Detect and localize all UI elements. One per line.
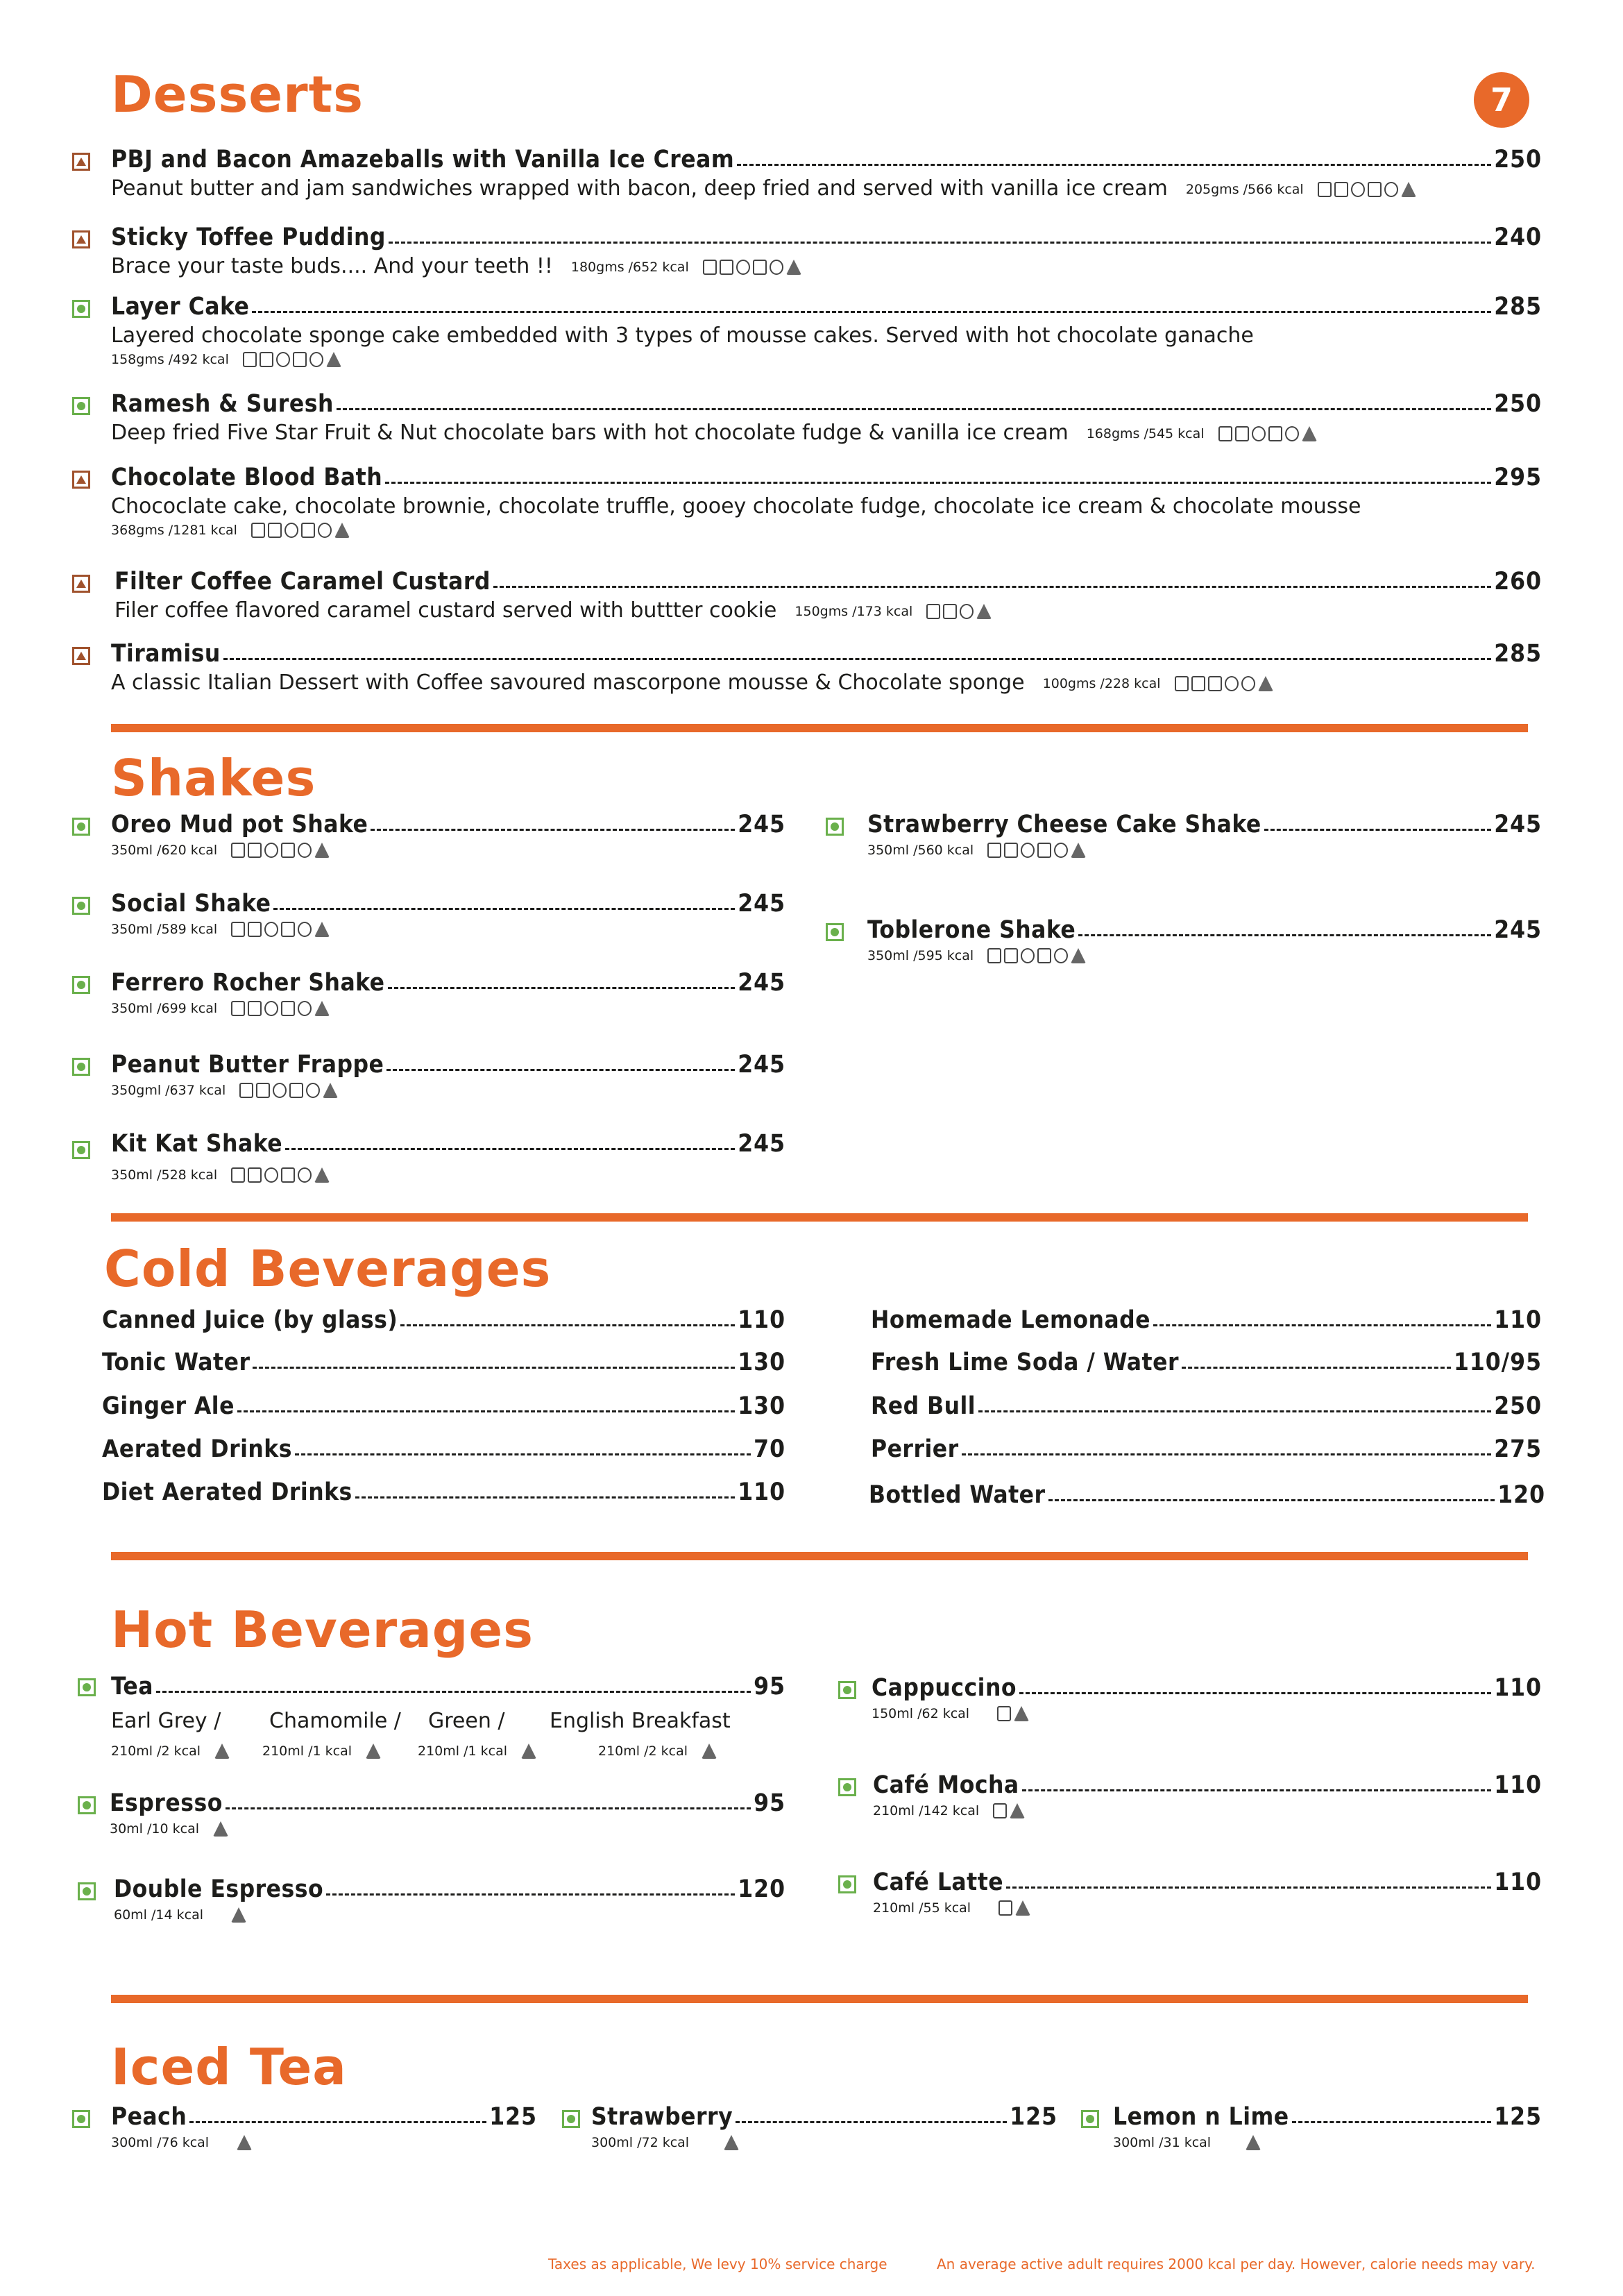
sugar-icon bbox=[231, 1907, 246, 1923]
sugar-icon bbox=[976, 604, 992, 619]
veg-icon bbox=[838, 1681, 856, 1699]
item-price: 110 bbox=[1494, 1771, 1542, 1799]
tea-variant: Green / bbox=[428, 1709, 505, 1733]
item-price: 130 bbox=[738, 1392, 785, 1420]
item-name: Peanut Butter Frappe bbox=[111, 1051, 384, 1079]
item-price: 110/95 bbox=[1453, 1349, 1542, 1376]
nut-icon bbox=[1037, 948, 1051, 963]
veg-icon bbox=[78, 1678, 96, 1696]
veg-icon bbox=[72, 1058, 90, 1076]
item-name: PBJ and Bacon Amazeballs with Vanilla Ice Cream bbox=[111, 146, 735, 174]
item-price: 245 bbox=[738, 811, 785, 838]
soy-icon bbox=[1241, 676, 1255, 691]
item-price: 110 bbox=[1494, 1868, 1542, 1896]
menu-item bbox=[111, 146, 1542, 201]
section-divider bbox=[111, 1995, 1528, 2003]
veg-icon bbox=[78, 1882, 96, 1900]
item-name: Diet Aerated Drinks bbox=[102, 1478, 352, 1506]
sugar-icon bbox=[326, 352, 341, 367]
item-price: 295 bbox=[1494, 464, 1542, 491]
menu-item bbox=[111, 464, 1542, 538]
sugar-icon bbox=[1246, 2135, 1261, 2150]
egg-icon bbox=[960, 604, 974, 619]
item-name: Strawberry Cheese Cake Shake bbox=[867, 811, 1261, 838]
wheat-icon bbox=[243, 352, 257, 367]
milk-icon bbox=[248, 843, 262, 858]
egg-icon bbox=[1225, 676, 1239, 691]
menu-item bbox=[110, 1789, 785, 1837]
egg-icon bbox=[1054, 843, 1068, 858]
menu-item bbox=[591, 2103, 1057, 2150]
item-price: 110 bbox=[738, 1306, 785, 1334]
item-name: Perrier bbox=[871, 1435, 959, 1463]
item-name: Cappuccino bbox=[872, 1674, 1017, 1702]
menu-item bbox=[111, 811, 785, 858]
wheat-icon bbox=[1318, 182, 1332, 197]
wheat-icon bbox=[1175, 676, 1189, 691]
menu-item bbox=[102, 1349, 785, 1376]
sugar-icon bbox=[323, 1083, 338, 1098]
item-name: Canned Juice (by glass) bbox=[102, 1306, 398, 1334]
item-name: Toblerone Shake bbox=[867, 916, 1076, 944]
nut-icon bbox=[1037, 843, 1051, 858]
item-name: Double Espresso bbox=[114, 1875, 324, 1903]
sugar-icon bbox=[1015, 1900, 1030, 1916]
menu-item bbox=[872, 1674, 1542, 1721]
wheat-icon bbox=[1218, 426, 1232, 441]
tea-variant: Chamomile / bbox=[269, 1709, 401, 1733]
item-price: 245 bbox=[738, 969, 785, 997]
sugar-icon bbox=[724, 2135, 739, 2150]
item-meta: 210ml /55 kcal bbox=[873, 1900, 971, 1916]
item-name: Homemade Lemonade bbox=[871, 1306, 1151, 1334]
item-description: Chococlate cake, chocolate brownie, chocolate truffle, gooey chocolate fudge, chocolate ice cream & chocolate mousse bbox=[111, 494, 1361, 518]
tea-variant: English Breakfast bbox=[550, 1709, 731, 1733]
egg-icon bbox=[1285, 426, 1299, 441]
soy-icon bbox=[1252, 426, 1266, 441]
egg-icon bbox=[298, 843, 312, 858]
menu-item bbox=[114, 568, 1542, 623]
item-price: 245 bbox=[738, 1051, 785, 1079]
milk-icon bbox=[993, 1803, 1007, 1818]
veg-icon bbox=[826, 818, 844, 836]
milk-icon bbox=[1004, 948, 1018, 963]
item-name: Bottled Water bbox=[869, 1481, 1046, 1509]
menu-item bbox=[111, 1051, 785, 1098]
nut-icon bbox=[289, 1083, 303, 1098]
wheat-icon bbox=[231, 1167, 245, 1183]
soy-icon bbox=[273, 1083, 287, 1098]
item-description: A classic Italian Dessert with Coffee savoured mascorpone mousse & Chocolate sponge 100gms /228 kcal bbox=[111, 670, 1542, 695]
item-description: Brace your taste buds.... And your teeth !! 180gms /652 kcal bbox=[111, 254, 1542, 278]
sugar-icon bbox=[334, 523, 350, 538]
item-price: 250 bbox=[1494, 390, 1542, 418]
item-price: 125 bbox=[489, 2103, 537, 2131]
menu-item bbox=[111, 2103, 537, 2150]
soy-icon bbox=[264, 922, 278, 937]
item-name: Espresso bbox=[110, 1789, 223, 1817]
item-price: 245 bbox=[738, 890, 785, 918]
item-name: Café Latte bbox=[873, 1868, 1004, 1896]
item-price: 110 bbox=[1494, 1674, 1542, 1702]
veg-icon bbox=[72, 1141, 90, 1159]
item-price: 110 bbox=[1494, 1306, 1542, 1334]
egg-icon bbox=[770, 260, 783, 275]
item-price: 245 bbox=[1494, 916, 1542, 944]
iced-tea-title: Iced Tea bbox=[111, 2038, 347, 2096]
sugar-icon bbox=[1010, 1803, 1025, 1818]
menu-item bbox=[111, 293, 1542, 367]
item-meta: 100gms /228 kcal bbox=[1042, 675, 1161, 691]
nonveg-icon bbox=[72, 575, 90, 593]
item-price: 120 bbox=[738, 1875, 785, 1903]
item-price: 275 bbox=[1494, 1435, 1542, 1463]
item-meta: 300ml /31 kcal bbox=[1113, 2135, 1212, 2150]
item-meta: 300ml /72 kcal bbox=[591, 2135, 690, 2150]
egg-icon bbox=[1384, 182, 1398, 197]
item-meta: 350ml /589 kcal bbox=[111, 922, 218, 937]
wheat-icon bbox=[231, 922, 245, 937]
soy-icon bbox=[736, 260, 750, 275]
soy-icon bbox=[1351, 182, 1365, 197]
soy-icon bbox=[264, 1167, 278, 1183]
sugar-icon bbox=[213, 1821, 228, 1837]
veg-icon bbox=[72, 897, 90, 915]
item-name: Ramesh & Suresh bbox=[111, 390, 334, 418]
nut-icon bbox=[281, 843, 295, 858]
egg-icon bbox=[306, 1083, 320, 1098]
item-description: Peanut butter and jam sandwiches wrapped with bacon, deep fried and served with vanilla ice cream 205gms /566 kcal bbox=[111, 176, 1542, 201]
nut-icon bbox=[293, 352, 307, 367]
sugar-icon bbox=[521, 1744, 536, 1759]
item-meta: 210ml /2 kcal bbox=[111, 1744, 201, 1759]
footer-kcal-note: An average active adult requires 2000 kcal per day. However, calorie needs may vary. bbox=[937, 2256, 1536, 2272]
menu-item bbox=[111, 223, 1542, 278]
item-name: Ginger Ale bbox=[102, 1392, 235, 1420]
item-name: Aerated Drinks bbox=[102, 1435, 292, 1463]
item-name: Tonic Water bbox=[102, 1349, 250, 1376]
cold-beverages-title: Cold Beverages bbox=[104, 1240, 552, 1298]
sugar-icon bbox=[314, 1001, 330, 1016]
milk-icon bbox=[720, 260, 733, 275]
sugar-icon bbox=[1071, 948, 1086, 963]
veg-icon bbox=[72, 300, 90, 318]
wheat-icon bbox=[987, 948, 1001, 963]
item-name: Fresh Lime Soda / Water bbox=[871, 1349, 1179, 1376]
veg-icon bbox=[72, 818, 90, 836]
item-name: Kit Kat Shake bbox=[111, 1130, 283, 1158]
item-meta: 350ml /560 kcal bbox=[867, 843, 974, 858]
veg-icon bbox=[72, 397, 90, 415]
menu-item bbox=[111, 890, 785, 937]
nut-icon bbox=[1268, 426, 1282, 441]
soy-icon bbox=[284, 523, 298, 538]
item-price: 285 bbox=[1494, 640, 1542, 668]
soy-icon bbox=[1021, 948, 1035, 963]
menu-item bbox=[102, 1392, 785, 1420]
wheat-icon bbox=[703, 260, 717, 275]
sugar-icon bbox=[1014, 1706, 1029, 1721]
veg-icon bbox=[72, 976, 90, 994]
veg-icon bbox=[78, 1796, 96, 1814]
menu-item bbox=[114, 1875, 785, 1923]
menu-item bbox=[111, 640, 1542, 695]
item-meta: 350ml /620 kcal bbox=[111, 843, 218, 858]
menu-item bbox=[871, 1349, 1542, 1376]
nonveg-icon bbox=[72, 230, 90, 248]
nonveg-icon bbox=[72, 471, 90, 489]
item-price: 285 bbox=[1494, 293, 1542, 321]
menu-item bbox=[111, 969, 785, 1016]
sugar-icon bbox=[314, 843, 330, 858]
nut-icon bbox=[281, 1001, 295, 1016]
desserts-title: Desserts bbox=[111, 65, 364, 124]
item-meta: 168gms /545 kcal bbox=[1086, 425, 1205, 441]
sugar-icon bbox=[1302, 426, 1317, 441]
milk-icon bbox=[1334, 182, 1348, 197]
item-name: Ferrero Rocher Shake bbox=[111, 969, 385, 997]
menu-item bbox=[111, 1673, 785, 1700]
item-price: 245 bbox=[1494, 811, 1542, 838]
menu-item bbox=[102, 1306, 785, 1334]
soy-icon bbox=[276, 352, 290, 367]
page-number: 7 bbox=[1474, 72, 1529, 128]
milk-icon bbox=[268, 523, 282, 538]
item-name: Café Mocha bbox=[873, 1771, 1019, 1799]
wheat-icon bbox=[239, 1083, 253, 1098]
egg-icon bbox=[298, 922, 312, 937]
menu-item bbox=[871, 1392, 1542, 1420]
item-price: 95 bbox=[754, 1789, 785, 1817]
item-description: Filer coffee flavored caramel custard served with buttter cookie 150gms /173 kcal bbox=[114, 598, 1542, 623]
menu-item bbox=[873, 1771, 1542, 1818]
milk-icon bbox=[248, 1167, 262, 1183]
item-name: Strawberry bbox=[591, 2103, 733, 2131]
item-meta: 205gms /566 kcal bbox=[1185, 181, 1304, 197]
wheat-icon bbox=[926, 604, 940, 619]
milk-icon bbox=[248, 1001, 262, 1016]
menu-item bbox=[869, 1481, 1545, 1509]
egg-icon bbox=[1054, 948, 1068, 963]
menu-item bbox=[102, 1435, 785, 1463]
soy-icon bbox=[264, 843, 278, 858]
wheat-icon bbox=[231, 843, 245, 858]
item-name: Peach bbox=[111, 2103, 187, 2131]
egg-icon bbox=[318, 523, 332, 538]
item-meta: 300ml /76 kcal bbox=[111, 2135, 210, 2150]
item-name: Sticky Toffee Pudding bbox=[111, 223, 386, 251]
item-price: 250 bbox=[1494, 1392, 1542, 1420]
item-price: 95 bbox=[754, 1673, 785, 1700]
soy-icon bbox=[264, 1001, 278, 1016]
item-meta: 350ml /528 kcal bbox=[111, 1167, 218, 1183]
sugar-icon bbox=[314, 1167, 330, 1183]
milk-icon bbox=[260, 352, 273, 367]
item-meta: 210ml /2 kcal bbox=[598, 1744, 688, 1759]
item-description: Deep fried Five Star Fruit & Nut chocolate bars with hot chocolate fudge & vanilla ice cream 168gms /545 kcal bbox=[111, 421, 1542, 445]
section-divider bbox=[111, 1213, 1528, 1222]
item-price: 125 bbox=[1494, 2103, 1542, 2131]
menu-item bbox=[871, 1306, 1542, 1334]
hot-beverages-title: Hot Beverages bbox=[111, 1601, 534, 1659]
item-meta: 150gms /173 kcal bbox=[794, 603, 913, 619]
footer-tax-note: Taxes as applicable, We levy 10% service charge bbox=[548, 2256, 887, 2272]
item-name: Chocolate Blood Bath bbox=[111, 464, 383, 491]
veg-icon bbox=[838, 1875, 856, 1893]
milk-icon bbox=[248, 922, 262, 937]
item-meta: 180gms /652 kcal bbox=[570, 259, 689, 275]
menu-item bbox=[102, 1478, 785, 1506]
menu-item bbox=[871, 1435, 1542, 1463]
sugar-icon bbox=[702, 1744, 717, 1759]
soy-icon bbox=[1021, 843, 1035, 858]
section-divider bbox=[111, 1552, 1528, 1560]
nut-icon bbox=[301, 523, 315, 538]
item-meta: 350ml /595 kcal bbox=[867, 948, 974, 963]
item-meta: 150ml /62 kcal bbox=[872, 1706, 970, 1721]
milk-icon bbox=[1191, 676, 1205, 691]
milk-icon bbox=[997, 1706, 1011, 1721]
item-price: 70 bbox=[754, 1435, 785, 1463]
item-price: 240 bbox=[1494, 223, 1542, 251]
milk-icon bbox=[943, 604, 957, 619]
sugar-icon bbox=[1258, 676, 1273, 691]
item-meta: 350ml /699 kcal bbox=[111, 1001, 218, 1016]
item-name: Tiramisu bbox=[111, 640, 221, 668]
sugar-icon bbox=[1071, 843, 1086, 858]
item-name: Lemon n Lime bbox=[1113, 2103, 1289, 2131]
egg-icon bbox=[309, 352, 323, 367]
item-name: Social Shake bbox=[111, 890, 271, 918]
item-name: Oreo Mud pot Shake bbox=[111, 811, 368, 838]
nut-icon bbox=[1208, 676, 1222, 691]
menu-item bbox=[111, 390, 1542, 445]
item-price: 245 bbox=[738, 1130, 785, 1158]
menu-item bbox=[111, 1130, 785, 1183]
nut-icon bbox=[281, 1167, 295, 1183]
item-description: Layered chocolate sponge cake embedded with 3 types of mousse cakes. Served with hot chocolate ganache bbox=[111, 323, 1254, 348]
wheat-icon bbox=[251, 523, 265, 538]
tea-variant: Earl Grey / bbox=[111, 1709, 221, 1733]
item-meta: 210ml /142 kcal bbox=[873, 1803, 980, 1818]
nonveg-icon bbox=[72, 647, 90, 665]
veg-icon bbox=[838, 1778, 856, 1796]
item-price: 125 bbox=[1010, 2103, 1057, 2131]
sugar-icon bbox=[786, 260, 801, 275]
item-price: 130 bbox=[738, 1349, 785, 1376]
item-price: 110 bbox=[738, 1478, 785, 1506]
menu-item bbox=[1113, 2103, 1542, 2150]
item-meta: 350gml /637 kcal bbox=[111, 1083, 226, 1098]
item-price: 120 bbox=[1497, 1481, 1545, 1509]
nonveg-icon bbox=[72, 153, 90, 171]
veg-icon bbox=[72, 2110, 90, 2128]
section-divider bbox=[111, 724, 1528, 732]
item-name: Filter Coffee Caramel Custard bbox=[114, 568, 491, 596]
item-price: 260 bbox=[1494, 568, 1542, 596]
item-meta: 210ml /1 kcal bbox=[418, 1744, 507, 1759]
veg-icon bbox=[562, 2110, 580, 2128]
shakes-title: Shakes bbox=[111, 749, 316, 807]
milk-icon bbox=[1235, 426, 1249, 441]
egg-icon bbox=[298, 1001, 312, 1016]
wheat-icon bbox=[987, 843, 1001, 858]
egg-icon bbox=[298, 1167, 312, 1183]
item-name: Tea bbox=[111, 1673, 153, 1700]
item-name: Layer Cake bbox=[111, 293, 250, 321]
sugar-icon bbox=[314, 922, 330, 937]
sugar-icon bbox=[214, 1744, 230, 1759]
nut-icon bbox=[281, 922, 295, 937]
milk-icon bbox=[999, 1900, 1012, 1916]
nut-icon bbox=[1368, 182, 1382, 197]
item-meta: 210ml /1 kcal bbox=[262, 1744, 352, 1759]
item-name: Red Bull bbox=[871, 1392, 976, 1420]
veg-icon bbox=[826, 923, 844, 941]
menu-item bbox=[873, 1868, 1542, 1916]
item-meta: 368gms /1281 kcal bbox=[111, 523, 237, 538]
nut-icon bbox=[753, 260, 767, 275]
milk-icon bbox=[1004, 843, 1018, 858]
sugar-icon bbox=[366, 1744, 381, 1759]
menu-item bbox=[867, 811, 1542, 858]
sugar-icon bbox=[237, 2135, 252, 2150]
item-meta: 30ml /10 kcal bbox=[110, 1821, 199, 1837]
milk-icon bbox=[256, 1083, 270, 1098]
veg-icon bbox=[1081, 2110, 1099, 2128]
menu-item bbox=[867, 916, 1542, 963]
item-price: 250 bbox=[1494, 146, 1542, 174]
wheat-icon bbox=[231, 1001, 245, 1016]
item-meta: 60ml /14 kcal bbox=[114, 1907, 203, 1923]
sugar-icon bbox=[1401, 182, 1416, 197]
item-meta: 158gms /492 kcal bbox=[111, 352, 229, 367]
